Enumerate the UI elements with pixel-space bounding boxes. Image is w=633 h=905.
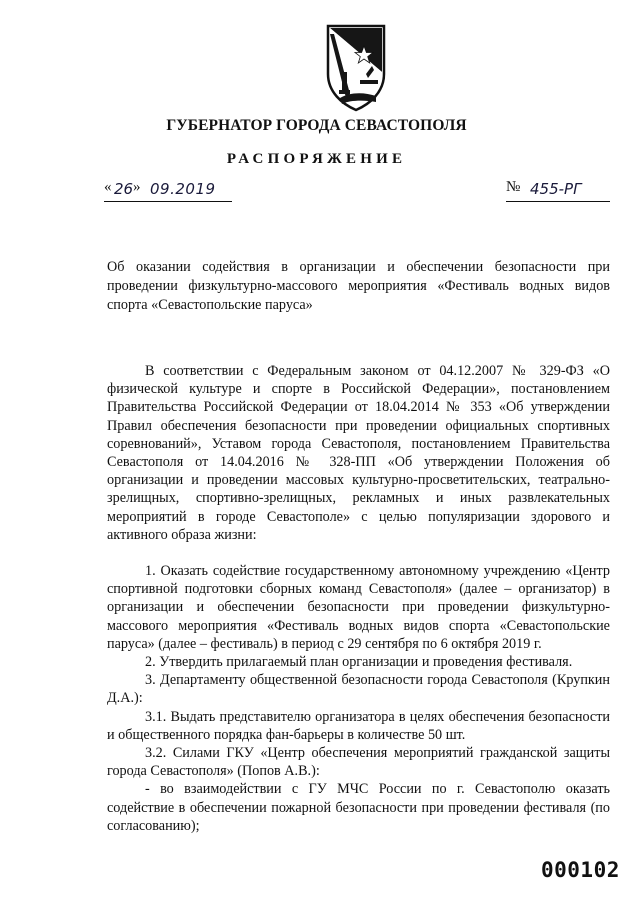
item-paragraph: 3.2. Силами ГКУ «Центр обеспечения мероприятий гражданской защиты города Севастополя» (Попов А.В.):: [107, 745, 610, 780]
preamble-paragraph: В соответствии с Федеральным законом от 04.12.2007 № 329-ФЗ «О физической культуре и спорте в Российской Федерации», постановлением Правительства Российской Федерации от 18.04.2014 № 353 «Об утверждении Правил обеспечения безопасности при проведении официальных спортивных соревнований», Уставом города Севастополя, постановлением Правительства Севастополя от 14.04.2016 № 328-ПП «Об утверждении Положения об организации и проведении массовых культурно-просветительских, театрально-зрелищных, спортивно-зрелищных, рекламных и иных развлекательных мероприятий в городе Севастополе» с целью популяризации здорового и активного образа жизни:: [107, 363, 610, 543]
number-value: 455-РГ: [530, 180, 582, 198]
item-paragraph: - во взаимодействии с ГУ МЧС России по г. Севастополю оказать содействие в обеспечении пожарной безопасности при проведении фестиваля (по согласованию);: [107, 781, 610, 834]
date-month-year: 09.2019: [150, 180, 216, 198]
date-open-quote: «: [104, 179, 112, 195]
number-sign: №: [506, 179, 521, 195]
item-paragraph: 3. Департаменту общественной безопасности города Севастополя (Крупкин Д.А.):: [107, 672, 610, 707]
item-paragraph: 1. Оказать содействие государственному автономному учреждению «Центр спортивной подготовки сборных команд Севастополя» (далее – организатор) в организации и обеспечении безопасности при проведении физкультурно-массового мероприятия «Фестиваль водных видов спорта «Севастопольские паруса» (далее – фестиваль) в период с 29 сентября по 6 октября 2019 г.: [107, 563, 610, 652]
document-body: [107, 362, 610, 835]
date-day: 26: [114, 180, 134, 198]
item-paragraph: 2. Утвердить прилагаемый план организации и проведения фестиваля.: [145, 654, 573, 671]
sevastopol-coat-of-arms-icon: [320, 22, 392, 112]
item-paragraph: 3.1. Выдать представителю организатора в целях обеспечения безопасности и общественного порядка фан-барьеры в количестве 50 шт.: [107, 708, 610, 743]
serial-number: 000102: [541, 858, 620, 882]
document-number: [506, 179, 610, 202]
document-subject: Об оказании содействия в организации и обеспечении безопасности при проведении физкультурно-массового мероприятия «Фестиваль водных видов спорта «Севастопольские паруса»: [107, 259, 610, 313]
document-type: РАСПОРЯЖЕНИЕ: [226, 151, 407, 167]
document-date: [104, 179, 232, 202]
date-close-quote: »: [133, 179, 141, 195]
authority-title: ГУБЕРНАТОР ГОРОДА СЕВАСТОПОЛЯ: [166, 117, 467, 134]
